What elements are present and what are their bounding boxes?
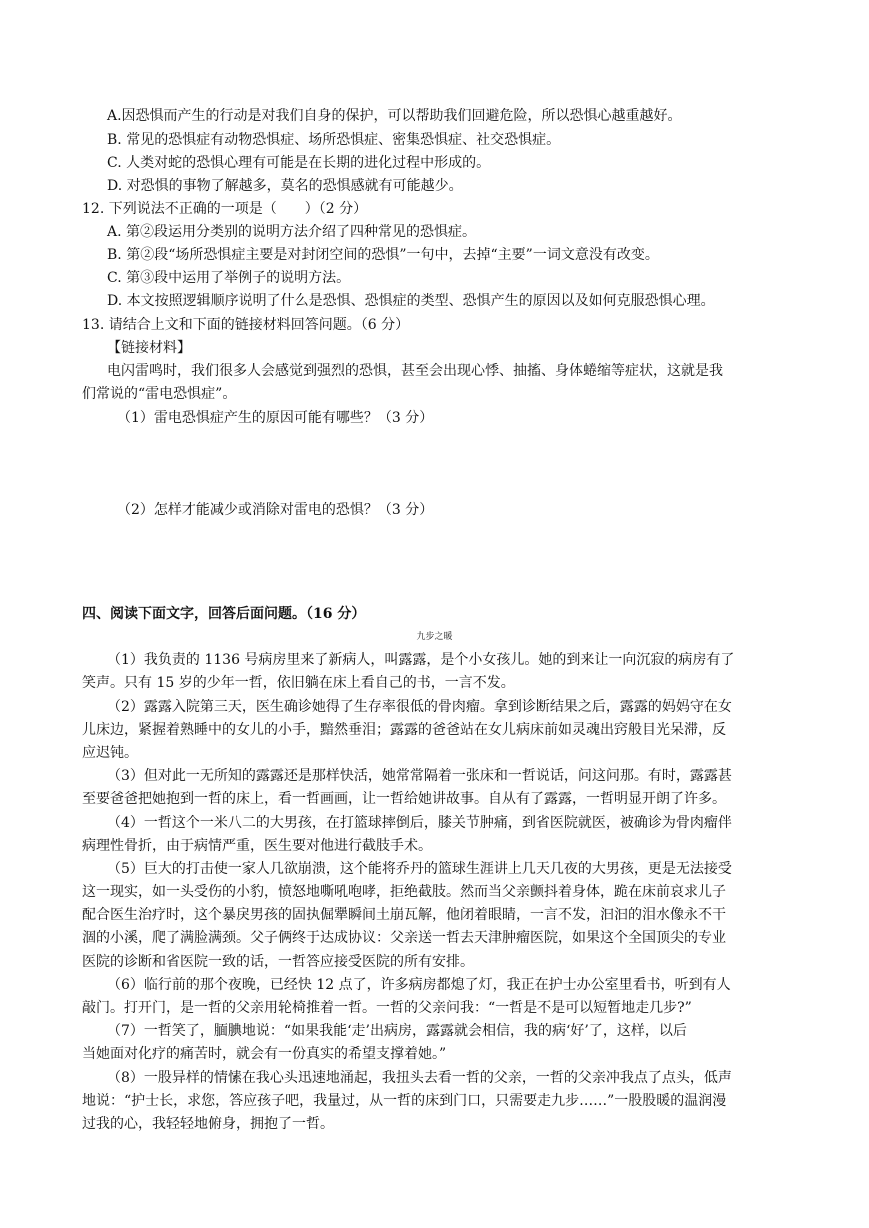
- paragraph-line: 病理性骨折，由于病情严重，医生要对他进行截肢手术。: [82, 838, 432, 854]
- paragraph-line: （2）露露入院第三天，医生确诊她得了生存率很低的骨肉瘤。拿到诊断结果之后，露露的妈妈守在女: [107, 699, 732, 715]
- paragraph-line: 配合医生治疗时，这个暴戾男孩的固执倔犟瞬间土崩瓦解，他闭着眼睛，一言不发，汩汩的泪水像永不干: [82, 907, 726, 923]
- q13-sub-question-2: （2）怎样才能减少或消除对雷电的恐惧？（3 分）: [117, 502, 434, 518]
- q13-sub-question-1: （1）雷电恐惧症产生的原因可能有哪些？（3 分）: [117, 410, 434, 426]
- paragraph-line: （4）一哲这个一米八二的大男孩，在打篮球摔倒后，膝关节肿痛，到省医院就医，被确诊为骨肉瘤伴: [107, 815, 732, 831]
- q11-option-a: A.因恐惧而产生的行动是对我们自身的保护，可以帮助我们回避危险，所以恐惧心越重越好。: [107, 108, 682, 124]
- q13-link-label: 【链接材料】: [107, 340, 191, 356]
- q13-link-text: 电闪雷鸣时，我们很多人会感觉到强烈的恐惧，甚至会出现心悸、抽搐、身体蜷缩等症状，这就是我: [107, 363, 723, 379]
- paragraph-line: 地说：“护士长，求您，答应孩子吧，我量过，从一哲的床到门口，只需要走九步……”一股股暖的温润漫: [82, 1093, 727, 1109]
- paragraph-line: 当她面对化疗的痛苦时，就会有一份真实的希望支撑着她。”: [82, 1046, 447, 1062]
- paragraph-line: 至要爸爸把她抱到一哲的床上，看一哲画画，让一哲给她讲故事。自从有了露露，一哲明显开朗了许多。: [82, 791, 726, 807]
- q11-option-d: D. 对恐惧的事物了解越多，莫名的恐惧感就有可能越少。: [107, 178, 463, 194]
- paragraph-line: 敲门。打开门，是一哲的父亲用轮椅推着一哲。一哲的父亲问我：“一哲是不是可以短暂地走几步?”: [82, 1000, 692, 1016]
- paragraph-line: 医院的诊断和省医院一致的话，一哲答应接受医院的所有安排。: [82, 954, 474, 970]
- q13-stem: 13. 请结合上文和下面的链接材料回答问题。（6 分）: [82, 317, 410, 333]
- q12-option-d: D. 本文按照逻辑顺序说明了什么是恐惧、恐惧症的类型、恐惧产生的原因以及如何克服恐惧心理。: [107, 293, 715, 309]
- paragraph-line: （5）巨大的打击使一家人几欲崩溃，这个能将乔丹的篮球生涯讲上几天几夜的大男孩，更是无法接受: [107, 861, 732, 877]
- q12-option-c: C. 第③段中运用了举例子的说明方法。: [107, 270, 351, 286]
- section-heading: 四、阅读下面文字，回答后面问题。（16 分）: [82, 606, 366, 622]
- q11-option-b: B. 常见的恐惧症有动物恐惧症、场所恐惧症、密集恐惧症、社交恐惧症。: [107, 132, 561, 148]
- paragraph-line: 过我的心，我轻轻地俯身，拥抱了一哲。: [82, 1116, 334, 1132]
- article-title: 九步之暖: [416, 632, 453, 642]
- q11-option-c: C. 人类对蛇的恐惧心理有可能是在长期的进化过程中形成的。: [107, 155, 491, 171]
- q13-link-text: 们常说的“雷电恐惧症”。: [82, 386, 237, 402]
- q12-stem: 12. 下列说法不正确的一项是（ ）（2 分）: [82, 201, 368, 217]
- paragraph-line: （6）临行前的那个夜晚，已经快 12 点了，许多病房都熄了灯，我正在护士办公室里看书，听到有人: [107, 977, 731, 993]
- q12-option-a: A. 第②段运用分类别的说明方法介绍了四种常见的恐惧症。: [107, 224, 477, 240]
- paragraph-line: 涸的小溪，爬了满脸满颈。父子俩终于达成协议：父亲送一哲去天津肿瘤医院，如果这个全国顶尖的专业: [82, 930, 726, 946]
- paragraph-line: （7）一哲笑了，腼腆地说：“如果我能‘走’出病房，露露就会相信，我的病‘好’了，这样，以后: [107, 1023, 687, 1039]
- paragraph-line: （3）但对此一无所知的露露还是那样快活，她常常隔着一张床和一哲说话，问这问那。有时，露露甚: [107, 768, 732, 784]
- paragraph-line: 儿床边，紧握着熟睡中的女儿的小手，黯然垂泪；露露的爸爸站在女儿病床前如灵魂出窍般目光呆滞，反: [82, 722, 726, 738]
- paragraph-line: 应迟钝。: [82, 745, 138, 761]
- paragraph-line: 这一现实，如一头受伤的小豹，愤怒地嘶吼咆哮，拒绝截肢。然而当父亲颤抖着身体，跪在床前哀求儿子: [82, 884, 726, 900]
- q12-option-b: B. 第②段“场所恐惧症主要是对封闭空间的恐惧”一句中，去掉“主要”一词文意没有改变。: [107, 247, 659, 263]
- paragraph-line: 笑声。只有 15 岁的少年一哲，依旧躺在床上看自己的书，一言不发。: [82, 675, 515, 691]
- paragraph-line: （1）我负责的 1136 号病房里来了新病人，叫露露，是个小女孩儿。她的到来让一向沉寂的病房有了: [107, 652, 735, 668]
- paragraph-line: （8）一股异样的情愫在我心头迅速地涌起，我扭头去看一哲的父亲，一哲的父亲冲我点了点头，低声: [107, 1070, 732, 1086]
